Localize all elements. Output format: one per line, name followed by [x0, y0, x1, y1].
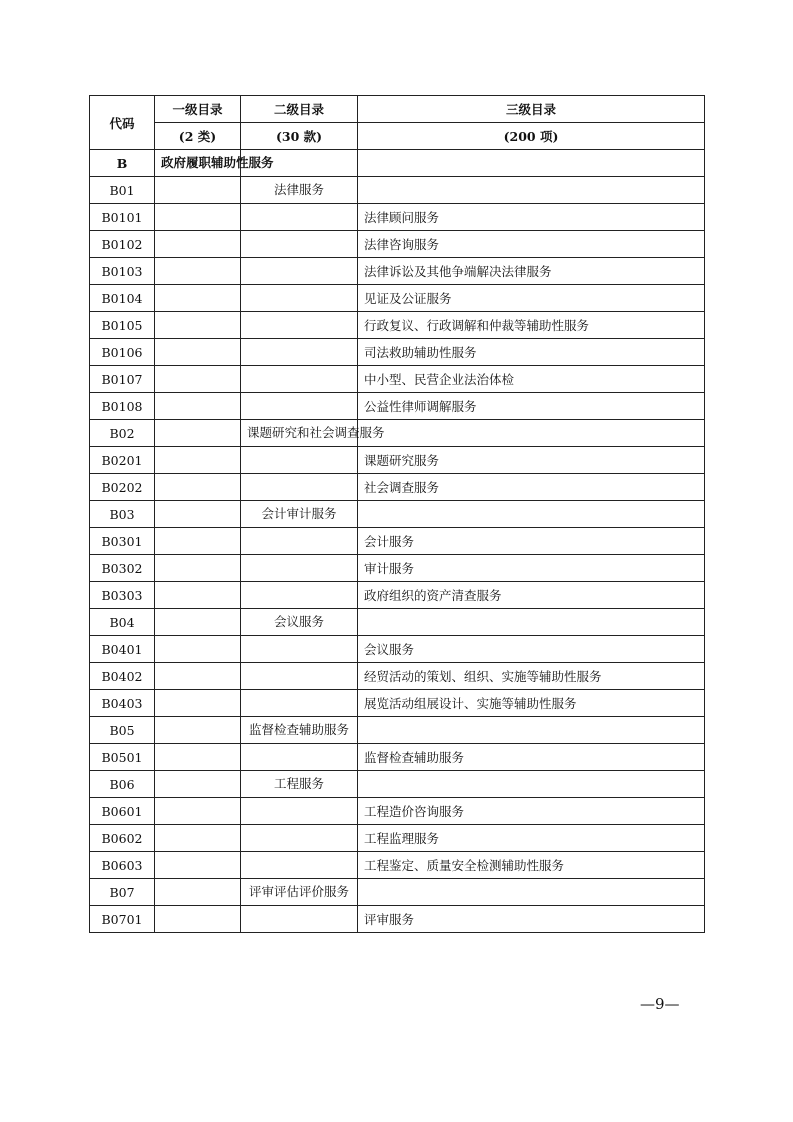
- page-number: —9—: [640, 995, 680, 1013]
- row-level3: 公益性律师调解服务: [358, 393, 705, 420]
- table-row: [90, 636, 705, 663]
- row-level1: [155, 528, 241, 555]
- row-code: B0107: [90, 366, 155, 393]
- row-code: B04: [90, 609, 155, 636]
- row-level2: [241, 825, 358, 852]
- row-level2: [241, 447, 358, 474]
- row-level3: 经贸活动的策划、组织、实施等辅助性服务: [358, 663, 705, 690]
- row-level2: 法律服务: [241, 177, 358, 204]
- table-row: [90, 798, 705, 825]
- row-code: B0106: [90, 339, 155, 366]
- row-level3: 司法救助辅助性服务: [358, 339, 705, 366]
- row-code: B0105: [90, 312, 155, 339]
- row-level2: [241, 555, 358, 582]
- row-level3: 行政复议、行政调解和仲裁等辅助性服务: [358, 312, 705, 339]
- table-row: [90, 366, 705, 393]
- row-level1: [155, 582, 241, 609]
- table-row: [90, 582, 705, 609]
- row-code: B0701: [90, 906, 155, 933]
- table-row: [90, 717, 705, 744]
- row-level1: [155, 258, 241, 285]
- row-level3: 工程监理服务: [358, 825, 705, 852]
- table-row: [90, 258, 705, 285]
- table-row: [90, 420, 705, 447]
- row-level2: [241, 204, 358, 231]
- row-level3: [358, 879, 705, 906]
- row-level2: 会计审计服务: [241, 501, 358, 528]
- row-code: B0302: [90, 555, 155, 582]
- row-level1: [155, 771, 241, 798]
- row-level2: 会议服务: [241, 609, 358, 636]
- row-level3: [358, 420, 705, 447]
- table-row: [90, 852, 705, 879]
- row-level3: 评审服务: [358, 906, 705, 933]
- row-code: B03: [90, 501, 155, 528]
- row-code: B0201: [90, 447, 155, 474]
- row-level3: 监督检查辅助服务: [358, 744, 705, 771]
- row-code: B07: [90, 879, 155, 906]
- row-level1: [155, 717, 241, 744]
- row-level2: [241, 339, 358, 366]
- row-code: B0301: [90, 528, 155, 555]
- row-code: B0104: [90, 285, 155, 312]
- row-level1: [155, 744, 241, 771]
- row-level1: [155, 366, 241, 393]
- row-level2: [241, 798, 358, 825]
- row-level1: [155, 312, 241, 339]
- row-code: B0108: [90, 393, 155, 420]
- row-level3: 课题研究服务: [358, 447, 705, 474]
- row-level2: [241, 744, 358, 771]
- row-level1: [155, 825, 241, 852]
- table-row: [90, 879, 705, 906]
- row-level1: [155, 285, 241, 312]
- table-row: [90, 609, 705, 636]
- table-row: [90, 312, 705, 339]
- row-level3: 中小型、民营企业法治体检: [358, 366, 705, 393]
- table-body: [90, 150, 705, 933]
- row-code: B0403: [90, 690, 155, 717]
- table-row: [90, 447, 705, 474]
- header-level3: 三级目录: [358, 96, 705, 123]
- row-level2: [241, 366, 358, 393]
- header-level1: 一级目录: [155, 96, 241, 123]
- row-level3: [358, 177, 705, 204]
- row-level1: [155, 420, 241, 447]
- row-level1: [155, 393, 241, 420]
- row-level1: [155, 177, 241, 204]
- row-code: B02: [90, 420, 155, 447]
- row-code: B0601: [90, 798, 155, 825]
- table-row: [90, 231, 705, 258]
- row-level1: [155, 339, 241, 366]
- table-header: [90, 96, 705, 150]
- row-level2: [241, 582, 358, 609]
- row-level2: [241, 663, 358, 690]
- row-level3: 法律咨询服务: [358, 231, 705, 258]
- row-level3: [358, 150, 705, 177]
- table-row: [90, 150, 705, 177]
- row-level1: 政府履职辅助性服务: [155, 150, 241, 177]
- row-level3: 会计服务: [358, 528, 705, 555]
- header-level1-count: (2 类): [155, 123, 241, 150]
- row-level3: 工程造价咨询服务: [358, 798, 705, 825]
- row-level1: [155, 447, 241, 474]
- table-row: [90, 285, 705, 312]
- row-code: B0202: [90, 474, 155, 501]
- header-code: 代码: [90, 96, 155, 150]
- row-level2: [241, 312, 358, 339]
- row-code: B0501: [90, 744, 155, 771]
- row-code: B0603: [90, 852, 155, 879]
- row-code: B: [90, 150, 155, 177]
- row-level1: [155, 501, 241, 528]
- row-level3: [358, 609, 705, 636]
- table-row: [90, 528, 705, 555]
- row-code: B0402: [90, 663, 155, 690]
- table-row: [90, 393, 705, 420]
- table-row: [90, 555, 705, 582]
- row-code: B0602: [90, 825, 155, 852]
- row-level2: [241, 528, 358, 555]
- row-level2: 评审评估评价服务: [241, 879, 358, 906]
- row-level3: 社会调查服务: [358, 474, 705, 501]
- row-level1: [155, 231, 241, 258]
- header-level2: 二级目录: [241, 96, 358, 123]
- row-level1: [155, 204, 241, 231]
- row-level1: [155, 555, 241, 582]
- row-code: B0303: [90, 582, 155, 609]
- table-row: [90, 663, 705, 690]
- row-level3: 政府组织的资产清查服务: [358, 582, 705, 609]
- row-level2: [241, 906, 358, 933]
- row-code: B0102: [90, 231, 155, 258]
- row-level3: 工程鉴定、质量安全检测辅助性服务: [358, 852, 705, 879]
- row-code: B0103: [90, 258, 155, 285]
- row-level1: [155, 636, 241, 663]
- row-level1: [155, 798, 241, 825]
- row-level2: 课题研究和社会调查服务: [241, 420, 358, 447]
- row-level3: 会议服务: [358, 636, 705, 663]
- row-level2: [241, 474, 358, 501]
- table-row: [90, 744, 705, 771]
- row-level1: [155, 609, 241, 636]
- table-row: [90, 906, 705, 933]
- row-level3: [358, 771, 705, 798]
- table-row: [90, 474, 705, 501]
- row-code: B0101: [90, 204, 155, 231]
- row-level2: [241, 393, 358, 420]
- row-level3: [358, 717, 705, 744]
- catalog-table: [89, 95, 705, 933]
- row-level2: 监督检查辅助服务: [241, 717, 358, 744]
- row-code: B06: [90, 771, 155, 798]
- row-level1: [155, 879, 241, 906]
- row-level2: [241, 852, 358, 879]
- row-level2: [241, 690, 358, 717]
- table-row: [90, 339, 705, 366]
- row-level3: 法律顾问服务: [358, 204, 705, 231]
- row-code: B0401: [90, 636, 155, 663]
- row-level2: [241, 258, 358, 285]
- row-level3: 审计服务: [358, 555, 705, 582]
- row-level2: [241, 231, 358, 258]
- row-level3: 展览活动组展设计、实施等辅助性服务: [358, 690, 705, 717]
- row-level1: [155, 906, 241, 933]
- table-row: [90, 825, 705, 852]
- table-row: [90, 690, 705, 717]
- row-code: B05: [90, 717, 155, 744]
- row-code: B01: [90, 177, 155, 204]
- row-level1: [155, 474, 241, 501]
- table-row: [90, 204, 705, 231]
- row-level3: 见证及公证服务: [358, 285, 705, 312]
- header-level3-count: (200 项): [358, 123, 705, 150]
- row-level1: [155, 852, 241, 879]
- row-level3: 法律诉讼及其他争端解决法律服务: [358, 258, 705, 285]
- row-level2: [241, 285, 358, 312]
- row-level2: 工程服务: [241, 771, 358, 798]
- table-row: [90, 501, 705, 528]
- row-level3: [358, 501, 705, 528]
- row-level2: [241, 636, 358, 663]
- table-row: [90, 177, 705, 204]
- row-level1: [155, 663, 241, 690]
- header-level2-count: (30 款): [241, 123, 358, 150]
- row-level1: [155, 690, 241, 717]
- table-row: [90, 771, 705, 798]
